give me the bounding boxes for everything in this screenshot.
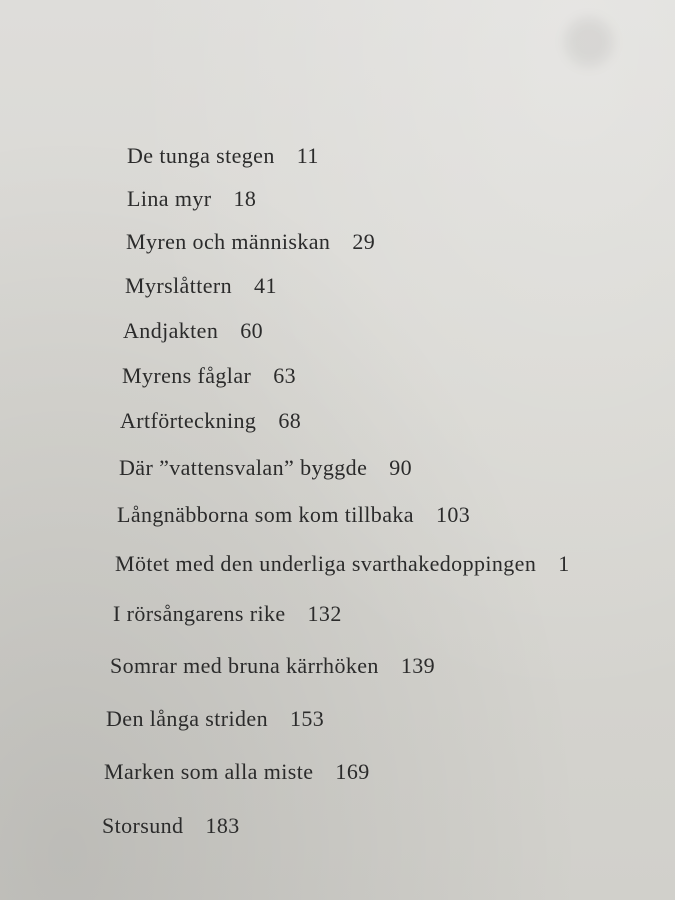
toc-entry xyxy=(110,653,435,679)
toc-entry-page: 60 xyxy=(240,318,264,343)
toc-entry-page: 90 xyxy=(389,455,413,480)
toc-entry-title: Den långa striden xyxy=(106,706,268,731)
toc-entry-title: Långnäbborna som kom tillbaka xyxy=(117,502,414,527)
toc-entry-title: Mötet med den underliga svarthakedoppingen xyxy=(115,551,537,576)
toc-entry-title: Myrslåttern xyxy=(125,273,233,298)
toc-entry xyxy=(125,273,277,299)
toc-entry-page: 29 xyxy=(352,229,376,254)
toc-entry xyxy=(123,318,263,344)
toc-entry-page: 41 xyxy=(254,273,277,298)
toc-entry-title: Myrens fåglar xyxy=(122,363,252,388)
toc-entry xyxy=(120,408,301,434)
toc-entry-title: I rörsångarens rike xyxy=(113,601,286,626)
toc-entry-title: Där ”vattensvalan” byggde xyxy=(119,455,368,480)
toc-entry xyxy=(127,186,256,212)
toc-entry-page: 1 xyxy=(558,551,570,576)
toc-entry-page: 139 xyxy=(400,653,436,678)
toc-entry-page: 103 xyxy=(435,502,471,527)
toc-entry-page: 11 xyxy=(296,143,319,168)
toc-entry-page: 132 xyxy=(307,601,342,626)
toc-entry-title: Myren och människan xyxy=(126,229,331,254)
toc-entry-title: Storsund xyxy=(102,813,184,838)
toc-entry xyxy=(122,363,296,389)
toc-entry-page: 63 xyxy=(273,363,297,388)
toc-entry-title: Somrar med bruna kärrhöken xyxy=(110,653,379,678)
toc-entry-page: 18 xyxy=(233,186,257,211)
toc-entry xyxy=(104,759,370,785)
toc-entry xyxy=(113,601,342,627)
toc-entry xyxy=(126,229,375,255)
toc-entry-title: De tunga stegen xyxy=(127,143,275,168)
toc-entry-page: 183 xyxy=(205,813,240,838)
toc-entry xyxy=(117,502,470,528)
toc-entry-page: 68 xyxy=(278,408,302,433)
toc-entry xyxy=(115,551,570,577)
toc-entry-title: Marken som alla miste xyxy=(104,759,314,784)
toc-entry xyxy=(119,455,412,481)
toc-entry-title: Andjakten xyxy=(123,318,219,343)
toc-entry xyxy=(106,706,324,732)
toc-entry-page: 153 xyxy=(289,706,325,731)
toc-entry-page: 169 xyxy=(335,759,370,784)
toc-entry-title: Lina myr xyxy=(127,186,212,211)
toc-entry xyxy=(102,813,240,839)
toc-entry-title: Artförteckning xyxy=(120,408,257,433)
toc-entry xyxy=(127,143,319,169)
